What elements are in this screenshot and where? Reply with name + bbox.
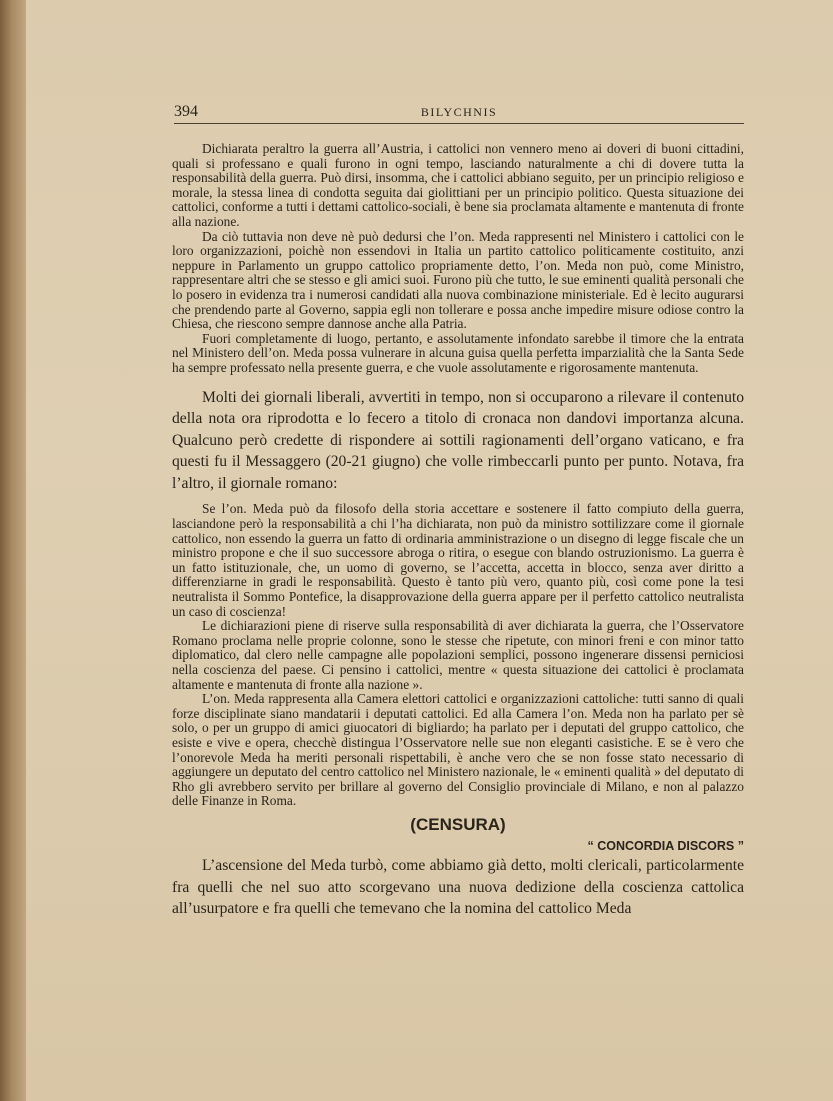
paragraph: Fuori completamente di luogo, pertanto, e assolutamente infondato sarebbe il timore che la entrata nel Ministero dell’on. Meda possa vulnerare in alcuna guisa quella perfetta imparzialità che la Santa Sede ha sempre professato nella presente guerra, e che vuole assolutamente e rigorosamente mantenuta. [172,330,744,375]
running-title: BILYCHNIS [420,105,498,119]
paragraph: Le dichiarazioni piene di riserve sulla responsabilità di aver dichiarata la guerra, che l’Osservatore Romano proclama nelle proprie colonne, sono le stesse che ripetute, con minori freni e con minor tatto diplomatico, dal clero nelle campagne alle popolazioni semplici, possono ingenerare dissensi perniciosi nella coscienza del paese. Ci pensino i cattolici, mentre « questa situazione dei cattolici è proclamata altamente e mantenuta di fronte alla nazione ». [172,618,744,692]
paragraph: Molti dei giornali liberali, avvertiti in tempo, non si occuparono a rilevare il contenuto della nota ora riprodotta e lo fecero a titolo di cronaca non dandovi importanza alcuna. Qualcuno però credette di rispondere ai sottili ragionamenti dell’organo vaticano, e fra questi fu il Messaggero (20-21 giugno) che volle rimbeccarli punto per punto. Notava, fra l’altro, il giornale romano: [172,388,744,492]
quoted-article [172,502,744,808]
page-header [174,103,744,124]
page-number: 394 [174,103,198,120]
body-text [172,387,744,495]
paragraph: L’ascensione del Meda turbò, come abbiamo già detto, molti clericali, particolarmente fra quelli che nel suo atto scorgevano una nuova dedizione della coscienza cattolica all’usurpatore e fra quelli che temevano che la nomina del cattolico Meda [172,856,744,918]
section-subheading: “ CONCORDIA DISCORS ” [587,838,744,853]
paragraph: L’on. Meda rappresenta alla Camera elettori cattolici e organizzazioni cattoliche: tutti sanno di quali forze disciplinate siano mandatarii i deputati cattolici. Ed alla Camera l’on. Meda non ha parlato per sè solo, o per un gruppo di amici giuocatori di bigliardo; ha parlato per i deputati del gruppo cattolico, che esiste e vive e opera, checchè distingua l’Osservatore nelle sue non eleganti casistiche. E se è vero che l’onorevole Meda ha meriti personali rispettabili, è anche vero che se non fosse stato necessario di aggiungere un deputato del centro cattolico nel Ministero nazionale, le « eminenti qualità » del deputato di Rho gli avrebbero servito per brillare al governo del Consiglio provinciale di Milano, e non al palazzo delle Finanze in Roma. [172,691,744,809]
page-body [172,142,744,928]
quoted-note [172,142,744,376]
paragraph: Dichiarata peraltro la guerra all’Austria, i cattolici non vennero meno ai doveri di buoni cittadini, quali si professano e quali furono in ogni tempo, lasciando naturalmente a chi di dovere tutta la responsabilità della guerra. Può dirsi, insomma, che i cattolici abbiano seguito, per un principio religioso e morale, la stessa linea di condotta seguita dai giolittiani per un principio politico. Questa situazione dei cattolici, conforme a tutti i dettami cattolico-sociali, è bene sia proclamata altamente e mantenuta di fronte alla nazione. [172,141,744,229]
paragraph: Se l’on. Meda può da filosofo della storia accettare e sostenere il fatto compiuto della guerra, lasciandone però la responsabilità a chi l’ha dichiarata, non può da ministro sottilizzare come il giornale cattolico, non essendo la guerra un fatto di ordinaria amministrazione o un disegno di legge fiscale che un ministro propone e che il suo successore abroga o ritira, o esegue con blando ostruzionismo. La guerra è un fatto istituzionale, che, un uomo di governo, se l’accetta, accetta in blocco, senza aver diritto a differenziarne in gradi le responsabilità. Questo è tanto più vero, quanto più, così come pone la tesi neutralista il Sommo Pontefice, la disapprovazione della guerra appare per il perfetto cattolico neutralista un caso di coscienza! [172,501,744,619]
paragraph: Da ciò tuttavia non deve nè può dedursi che l’on. Meda rappresenti nel Ministero i cattolici con le loro organizzazioni, poichè non essendovi in Italia un partito cattolico politicamente costituito, anzi neppure in Parlamento un gruppo cattolico propriamente detto, l’on. Meda non può, come Ministro, rappresentare altri che se stesso e gli amici suoi. Furono più che tutto, le sue eminenti qualità personali che lo posero in evidenza tra i numerosi candidati alla nuova combinazione ministeriale. Ed è lecito augurarsi che prendendo parte al Governo, sappia egli non tollerare e possa anche impedire misure odiose contro la Chiesa, che riescono sempre dannose anche alla Patria. [172,228,744,332]
body-text-continued [172,855,744,920]
section-heading: (CENSURA) [410,814,506,834]
